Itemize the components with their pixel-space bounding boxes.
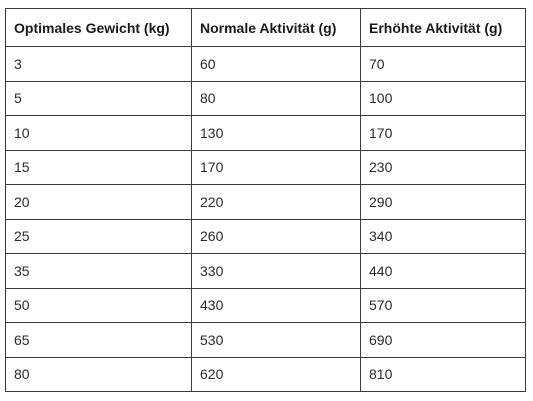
header-optimal-weight: Optimales Gewicht (kg) [6,9,192,47]
cell-high: 170 [361,116,526,151]
header-normal-activity: Normale Aktivität (g) [192,9,361,47]
cell-high: 70 [361,47,526,82]
cell-normal: 430 [192,288,361,323]
table-row [6,323,526,358]
cell-weight: 80 [6,357,192,392]
cell-normal: 220 [192,185,361,220]
cell-normal: 170 [192,150,361,185]
cell-weight: 50 [6,288,192,323]
cell-weight: 10 [6,116,192,151]
cell-high: 100 [361,81,526,116]
cell-weight: 3 [6,47,192,82]
table-body [6,47,526,392]
table-row [6,47,526,82]
cell-high: 690 [361,323,526,358]
feeding-table-container [5,8,526,392]
cell-normal: 60 [192,47,361,82]
cell-normal: 260 [192,219,361,254]
cell-high: 290 [361,185,526,220]
cell-normal: 330 [192,254,361,289]
cell-weight: 5 [6,81,192,116]
feeding-table [5,8,526,392]
cell-weight: 35 [6,254,192,289]
cell-normal: 80 [192,81,361,116]
cell-weight: 65 [6,323,192,358]
cell-normal: 130 [192,116,361,151]
cell-weight: 25 [6,219,192,254]
table-row [6,81,526,116]
cell-normal: 620 [192,357,361,392]
cell-high: 810 [361,357,526,392]
table-row [6,288,526,323]
table-row [6,254,526,289]
table-row [6,185,526,220]
cell-high: 570 [361,288,526,323]
table-header-row [6,9,526,47]
cell-normal: 530 [192,323,361,358]
cell-weight: 15 [6,150,192,185]
header-high-activity: Erhöhte Aktivität (g) [361,9,526,47]
table-row [6,357,526,392]
table-row [6,219,526,254]
table-row [6,116,526,151]
table-row [6,150,526,185]
cell-high: 340 [361,219,526,254]
cell-high: 230 [361,150,526,185]
cell-weight: 20 [6,185,192,220]
cell-high: 440 [361,254,526,289]
